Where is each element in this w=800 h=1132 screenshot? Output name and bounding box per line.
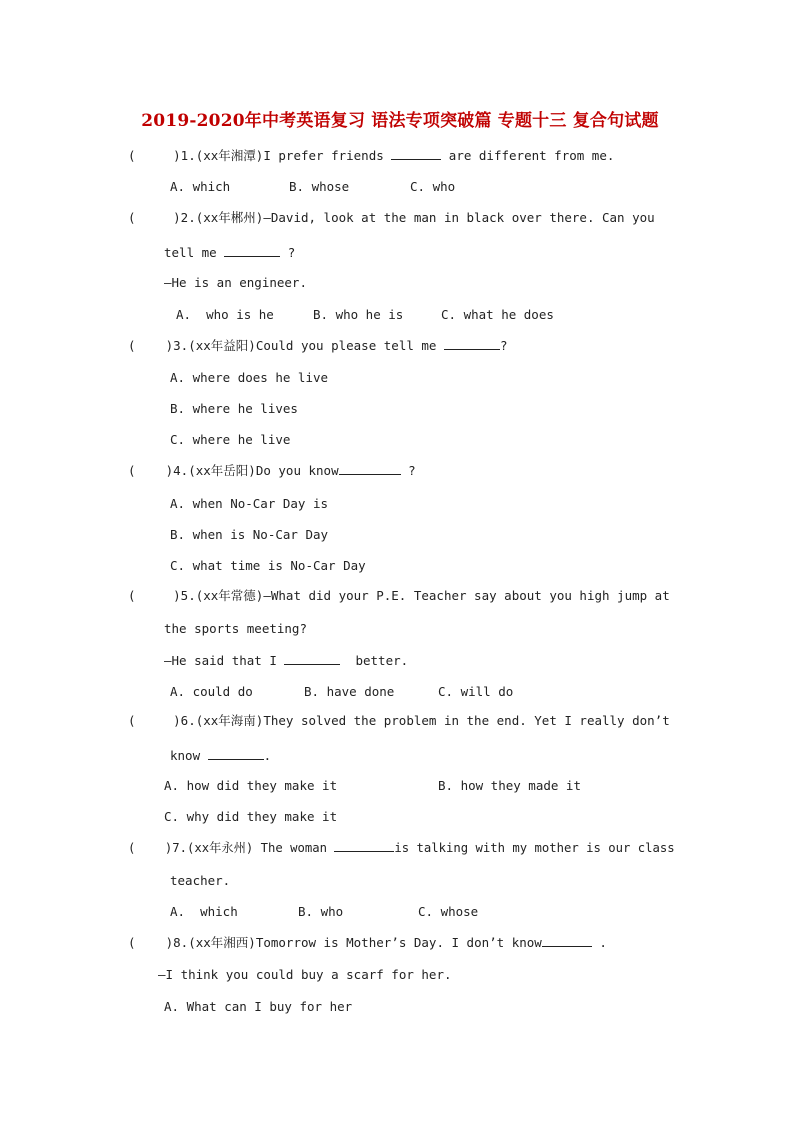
answer-blank xyxy=(339,462,401,475)
option-b: B. how they made it xyxy=(438,778,581,793)
option-c: C. why did they make it xyxy=(164,809,338,824)
answer-blank xyxy=(542,934,592,947)
question-8-reply: —I think you could buy a scarf for her. xyxy=(158,967,452,982)
option-a: A. could do xyxy=(170,684,253,699)
question-stem: Could you please tell me xyxy=(255,338,444,353)
question-stem-end: are different from me. xyxy=(441,148,615,163)
answer-blank xyxy=(334,839,394,852)
option-c: C. where he live xyxy=(170,432,291,447)
option-a: A. What can I buy for her xyxy=(164,999,353,1014)
question-4 xyxy=(128,462,416,479)
option-b: B. have done xyxy=(304,684,395,699)
question-stem-end: . xyxy=(591,935,607,950)
answer-bracket: ( )7. xyxy=(128,841,188,855)
option-a: A. how did they make it xyxy=(164,778,338,793)
answer-bracket: ( )3. xyxy=(128,338,189,353)
question-stem-end: ? xyxy=(400,463,416,478)
question-stem: They solved the problem in the end. Yet I really don’t xyxy=(263,713,670,728)
option-a: A. who is he xyxy=(176,307,274,322)
option-a: A. when No-Car Day is xyxy=(170,496,329,511)
answer-bracket: ( )2. xyxy=(128,210,196,225)
option-c: C. who xyxy=(410,179,456,194)
answer-blank xyxy=(284,652,340,665)
answer-blank xyxy=(208,747,264,760)
answer-bracket: ( )8. xyxy=(128,935,189,950)
option-a: A. which xyxy=(170,179,231,194)
option-b: B. who xyxy=(298,904,344,919)
question-6 xyxy=(128,713,670,729)
question-stem-end: is talking with my mother is our class xyxy=(394,841,675,855)
question-stem: —David, look at the man in black over there. Can you xyxy=(263,210,655,225)
reply-text: —He said that I xyxy=(164,653,285,668)
answer-bracket: ( )5. xyxy=(128,588,196,603)
question-7-line-2: teacher. xyxy=(170,873,231,888)
question-source: (xx年岳阳) xyxy=(188,463,256,478)
question-2 xyxy=(128,210,655,226)
question-source: (xx年常德) xyxy=(195,588,264,603)
question-source: (xx年永州) xyxy=(187,841,254,855)
question-stem-end: ? xyxy=(280,245,296,260)
question-8 xyxy=(128,934,607,951)
question-2-line-2 xyxy=(164,244,295,261)
question-stem: The woman xyxy=(253,841,335,855)
option-c: C. will do xyxy=(438,684,514,699)
question-7 xyxy=(128,839,675,856)
option-c: C. what he does xyxy=(441,307,554,322)
question-stem-end: . xyxy=(263,748,272,763)
answer-blank xyxy=(391,147,441,160)
question-source: (xx年益阳) xyxy=(188,338,256,353)
question-stem: Do you know xyxy=(255,463,339,478)
question-1 xyxy=(128,147,614,164)
option-b: B. where he lives xyxy=(170,401,298,416)
option-a: A. where does he live xyxy=(170,370,329,385)
question-5-line-2: the sports meeting? xyxy=(164,621,307,636)
option-a: A. which xyxy=(170,904,238,919)
answer-bracket: ( )1. xyxy=(128,148,196,163)
reply-text-end: better. xyxy=(340,653,409,668)
answer-bracket: ( )4. xyxy=(128,463,189,478)
question-stem: tell me xyxy=(164,245,225,260)
question-source: (xx年湘西) xyxy=(188,935,256,950)
question-stem: know xyxy=(170,748,208,763)
page-title: 2019-2020年中考英语复习 语法专项突破篇 专题十三 复合句试题 xyxy=(141,111,659,131)
option-b: B. whose xyxy=(289,179,350,194)
option-c: C. what time is No-Car Day xyxy=(170,558,366,573)
question-stem: I prefer friends xyxy=(263,148,392,163)
question-source: (xx年海南) xyxy=(195,713,264,728)
question-2-reply: —He is an engineer. xyxy=(164,275,307,290)
question-source: (xx年湘潭) xyxy=(195,148,264,163)
question-source: (xx年郴州) xyxy=(195,210,264,225)
answer-bracket: ( )6. xyxy=(128,713,196,728)
answer-blank xyxy=(224,244,280,257)
question-5 xyxy=(128,588,670,604)
question-3 xyxy=(128,337,508,354)
answer-blank xyxy=(444,337,500,350)
question-5-reply xyxy=(164,652,408,669)
question-stem-end: ? xyxy=(499,338,508,353)
question-stem: Tomorrow is Mother’s Day. I don’t know xyxy=(255,935,542,950)
question-6-line-2 xyxy=(170,747,271,764)
option-c: C. whose xyxy=(418,904,479,919)
question-stem: —What did your P.E. Teacher say about you high jump at xyxy=(263,588,670,603)
option-b: B. when is No-Car Day xyxy=(170,527,329,542)
option-b: B. who he is xyxy=(313,307,404,322)
